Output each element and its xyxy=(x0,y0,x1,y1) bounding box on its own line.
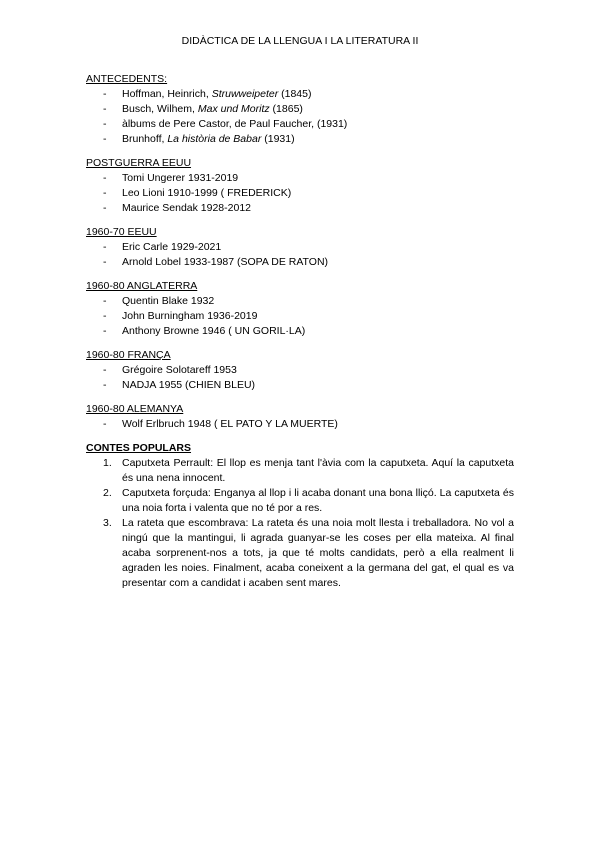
list-item: - Brunhoff, La història de Babar (1931) xyxy=(103,133,295,145)
dash-bullet: - xyxy=(103,364,107,376)
dash-bullet: - xyxy=(103,103,107,115)
section-heading: 1960-70 EEUU xyxy=(86,226,157,238)
section-heading: 1960-80 ANGLATERRA xyxy=(86,280,198,292)
dash-bullet: - xyxy=(103,379,107,391)
section-heading: CONTES POPULARS xyxy=(86,442,192,454)
document-body xyxy=(86,72,514,600)
section-heading: 1960-80 FRANÇA xyxy=(86,349,171,361)
section-heading: POSTGUERRA EEUU xyxy=(86,157,192,169)
dash-bullet: - xyxy=(103,310,107,322)
list-item: - Quentin Blake 1932 xyxy=(103,295,215,307)
section-contes-populars xyxy=(86,441,514,591)
dash-list xyxy=(86,240,514,270)
dash-bullet: - xyxy=(103,295,107,307)
item-number: 2. xyxy=(103,487,112,499)
list-item: - John Burningham 1936-2019 xyxy=(103,310,258,322)
item-number: 1. xyxy=(103,457,112,469)
list-item: - Wolf Erlbruch 1948 ( EL PATO Y LA MUERTE) xyxy=(103,418,338,430)
list-item: - Maurice Sendak 1928-2012 xyxy=(103,202,252,214)
dash-bullet: - xyxy=(103,133,107,145)
list-item: - Hoffman, Heinrich, Struwweipeter (1845) xyxy=(103,88,312,100)
list-item: - Grégoire Solotareff 1953 xyxy=(103,364,237,376)
list-item: - NADJA 1955 (CHIEN BLEU) xyxy=(103,379,256,391)
dash-list xyxy=(86,294,514,339)
list-item: - Leo Lioni 1910-1999 ( FREDERICK) xyxy=(103,187,292,199)
dash-bullet: - xyxy=(103,202,107,214)
document-title: DIDÀCTICA DE LA LLENGUA I LA LITERATURA II xyxy=(181,35,419,47)
book-title: Struwweipeter xyxy=(211,88,279,100)
section-1960-80-alemanya xyxy=(86,402,514,432)
item-text: La rateta que escombrava: La rateta és una noia molt llesta i treballadora. No vol a ningú que la mantingui, li agrada guanyar-se les coses per ella mateixa. Al final acaba sorprenent-nos a tots, ja que té molts candidats, però a ella realment li agraden les noies. Finalment, acaba coneixent a la germana del gat, el qual es va presentar com a candidat i acaben sent mares. xyxy=(122,517,514,589)
list-item xyxy=(86,516,514,591)
item-text: Caputxeta Perrault: El llop es menja tant l'àvia com la caputxeta. Aquí la caputxeta és una nena innocent. xyxy=(122,457,514,484)
section-postguerra xyxy=(86,156,514,216)
dash-bullet: - xyxy=(103,256,107,268)
dash-bullet: - xyxy=(103,325,107,337)
dash-list xyxy=(86,171,514,216)
section-1960-80-anglaterra xyxy=(86,279,514,339)
dash-bullet: - xyxy=(103,418,107,430)
dash-bullet: - xyxy=(103,187,107,199)
list-item: - Tomi Ungerer 1931-2019 xyxy=(103,172,239,184)
list-item: - àlbums de Pere Castor, de Paul Faucher, (1931) xyxy=(103,118,348,130)
numbered-list xyxy=(86,456,514,591)
dash-list xyxy=(86,87,514,147)
section-1960-80-franca xyxy=(86,348,514,393)
list-item xyxy=(86,486,514,516)
dash-list xyxy=(86,363,514,393)
book-title: La història de Babar xyxy=(167,133,262,145)
dash-bullet: - xyxy=(103,241,107,253)
section-antecedents xyxy=(86,72,514,147)
section-1960-70-eeuu xyxy=(86,225,514,270)
dash-bullet: - xyxy=(103,88,107,100)
list-item: - Anthony Browne 1946 ( UN GORIL·LA) xyxy=(103,325,306,337)
section-heading: ANTECEDENTS: xyxy=(86,73,168,85)
dash-bullet: - xyxy=(103,172,107,184)
list-item: - Busch, Wilhem, Max und Moritz (1865) xyxy=(103,103,303,115)
dash-list xyxy=(86,417,514,432)
section-heading: 1960-80 ALEMANYA xyxy=(86,403,184,415)
dash-bullet: - xyxy=(103,118,107,130)
item-number: 3. xyxy=(103,517,112,529)
item-text: Caputxeta forçuda: Enganya al llop i li acaba donant una bona lliçó. La caputxeta és una noia forta i valenta que no té por a res. xyxy=(122,487,514,514)
book-title: Max und Moritz xyxy=(197,103,270,115)
list-item: - Arnold Lobel 1933-1987 (SOPA DE RATON) xyxy=(103,256,329,268)
list-item: - Eric Carle 1929-2021 xyxy=(103,241,222,253)
list-item xyxy=(86,456,514,486)
